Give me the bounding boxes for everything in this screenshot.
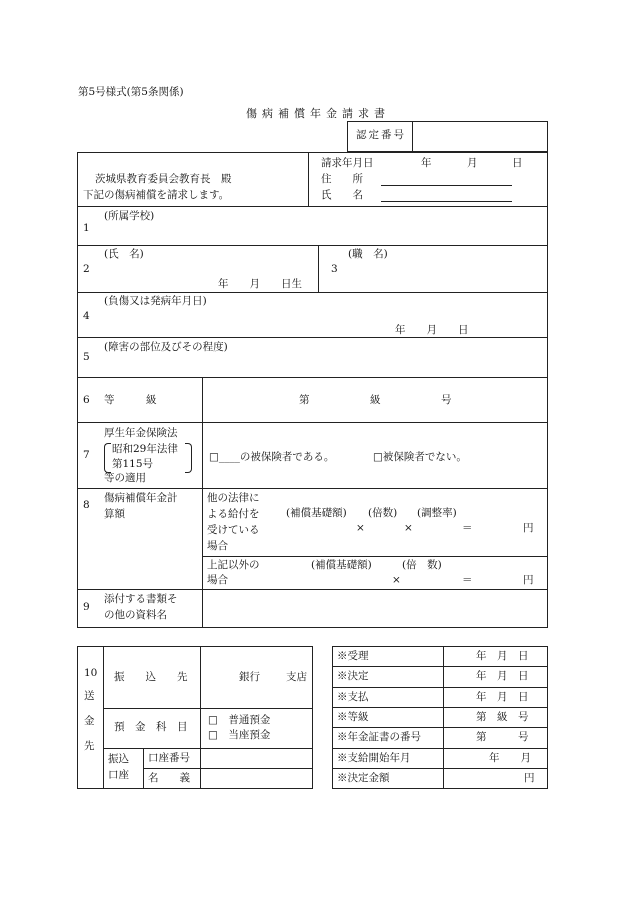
office-label-kingaku: ※決定金額 [337,772,390,784]
office-value-shosho: 第 号 [476,731,529,743]
form-number: 第5号様式(第5条関係) [78,86,184,98]
case1-times-2: × [404,522,413,534]
koza-bango-label: 口座番号 [148,752,190,764]
case2-line1: 上記以外の [207,559,260,571]
row3-no: 3 [331,263,338,275]
row8-no: 8 [83,499,90,511]
row7-line2: 昭和29年法律 [112,443,178,455]
office-label-kettei: ※決定 [337,670,369,682]
name-label: 氏 名 [321,189,363,201]
office-value-kingaku: 円 [524,772,535,784]
nintei-number-field[interactable] [413,122,547,151]
row1-label: (所属学校) [104,210,155,222]
request-date-label: 請求年月日 [321,157,374,169]
row7-line1: 厚生年金保険法 [104,427,178,439]
row6-label: 等 級 [104,394,157,406]
row6-kyu: 級 [370,394,381,406]
office-label-kaishi: ※支給開始年月 [337,752,411,764]
office-label-shosho: ※年金証書の番号 [337,731,421,743]
office-value-shiharai: 年 月 日 [476,691,529,703]
request-statement: 下記の傷病補償を請求します。 [83,189,230,201]
case2-baisu-header: (倍 数) [402,559,442,571]
row7-line3: 第115号 [112,458,154,470]
office-value-kettei: 年 月 日 [476,670,529,682]
case2-line2: 場合 [207,574,228,586]
office-label-shiharai: ※支払 [337,691,369,703]
office-value-kaishi: 年 月 [489,752,531,764]
furikomi-saki-label: 振 込 先 [114,671,188,683]
branch-label: 支店 [286,671,307,683]
request-year: 年 [421,157,432,169]
transfer-side-1: 送 [84,690,95,702]
request-day: 日 [512,157,523,169]
row6-no: 6 [83,394,90,406]
row3-label: (職 名) [348,248,388,260]
case1-times-1: × [356,522,365,534]
address-field[interactable] [381,185,512,186]
row6-go: 号 [441,394,452,406]
transfer-no: 10 [84,667,98,679]
insured-checkbox[interactable]: □____の被保険者である。 [209,451,335,463]
row8-label1: 傷病補償年金計 [104,492,178,504]
row1-no: 1 [83,222,90,234]
row2-dob: 年 月 日生 [218,278,302,290]
office-label-juri: ※受理 [337,650,369,662]
row9-label2: の他の資料名 [104,609,167,621]
furikomi-koza-label-1: 振込 [108,753,129,765]
not-insured-checkbox[interactable]: □被保険者でない。 [373,451,467,463]
case1-line4: 場合 [207,540,228,552]
request-month: 月 [467,157,478,169]
row7-line4: 等の適用 [104,472,146,484]
case2-equals: ＝ [462,574,473,586]
address-label: 住 所 [321,173,363,185]
case1-line2: よる給付を [207,508,260,520]
meigi-label: 名 義 [148,772,190,784]
transfer-side-2: 金 [84,715,95,727]
yokin-kamoku-label: 預 金 科 目 [114,721,188,733]
row4-no: 4 [83,310,90,322]
row5-label: (障害の部位及びその程度) [104,341,228,353]
row8-label2: 算額 [104,508,125,520]
bank-label: 銀行 [239,671,260,683]
case2-kiso-header: (補償基礎額) [311,559,372,571]
toza-checkbox[interactable]: □ 当座預金 [208,729,271,741]
row6-dai: 第 [299,394,310,406]
row2-label: (氏 名) [104,248,144,260]
page-title: 傷病補償年金請求書 [246,107,390,120]
addressee: 茨城県教育委員会教育長 殿 [95,173,232,185]
koza-bango-field[interactable] [201,749,312,767]
case1-equals: ＝ [462,522,473,534]
row5-no: 5 [83,351,90,363]
case1-yen: 円 [523,522,534,534]
case1-line1: 他の法律に [207,492,260,504]
row4-label: (負傷又は発病年月日) [104,295,207,307]
office-value-tokyu: 第 級 号 [476,711,529,723]
row7-no: 7 [83,449,90,461]
row9-label1: 添付する書類そ [104,593,178,605]
row2-no: 2 [83,263,90,275]
row4-date: 年 月 日 [395,324,469,336]
office-value-juri: 年 月 日 [476,650,529,662]
office-label-tokyu: ※等級 [337,711,369,723]
case1-baisu-header: (倍数) [368,507,398,519]
nintei-label: 認定番号 [356,129,406,141]
case1-line3: 受けている [207,524,260,536]
furikomi-koza-label-2: 口座 [108,769,129,781]
case1-kiso-header: (補償基礎額) [286,507,347,519]
futsu-checkbox[interactable]: □ 普通預金 [208,714,271,726]
row9-no: 9 [83,601,90,613]
name-field[interactable] [381,201,512,202]
case1-chosei-header: (調整率) [417,507,457,519]
case2-times: × [392,574,401,586]
meigi-field[interactable] [201,769,312,788]
transfer-side-3: 先 [84,740,95,752]
case2-yen: 円 [523,574,534,586]
